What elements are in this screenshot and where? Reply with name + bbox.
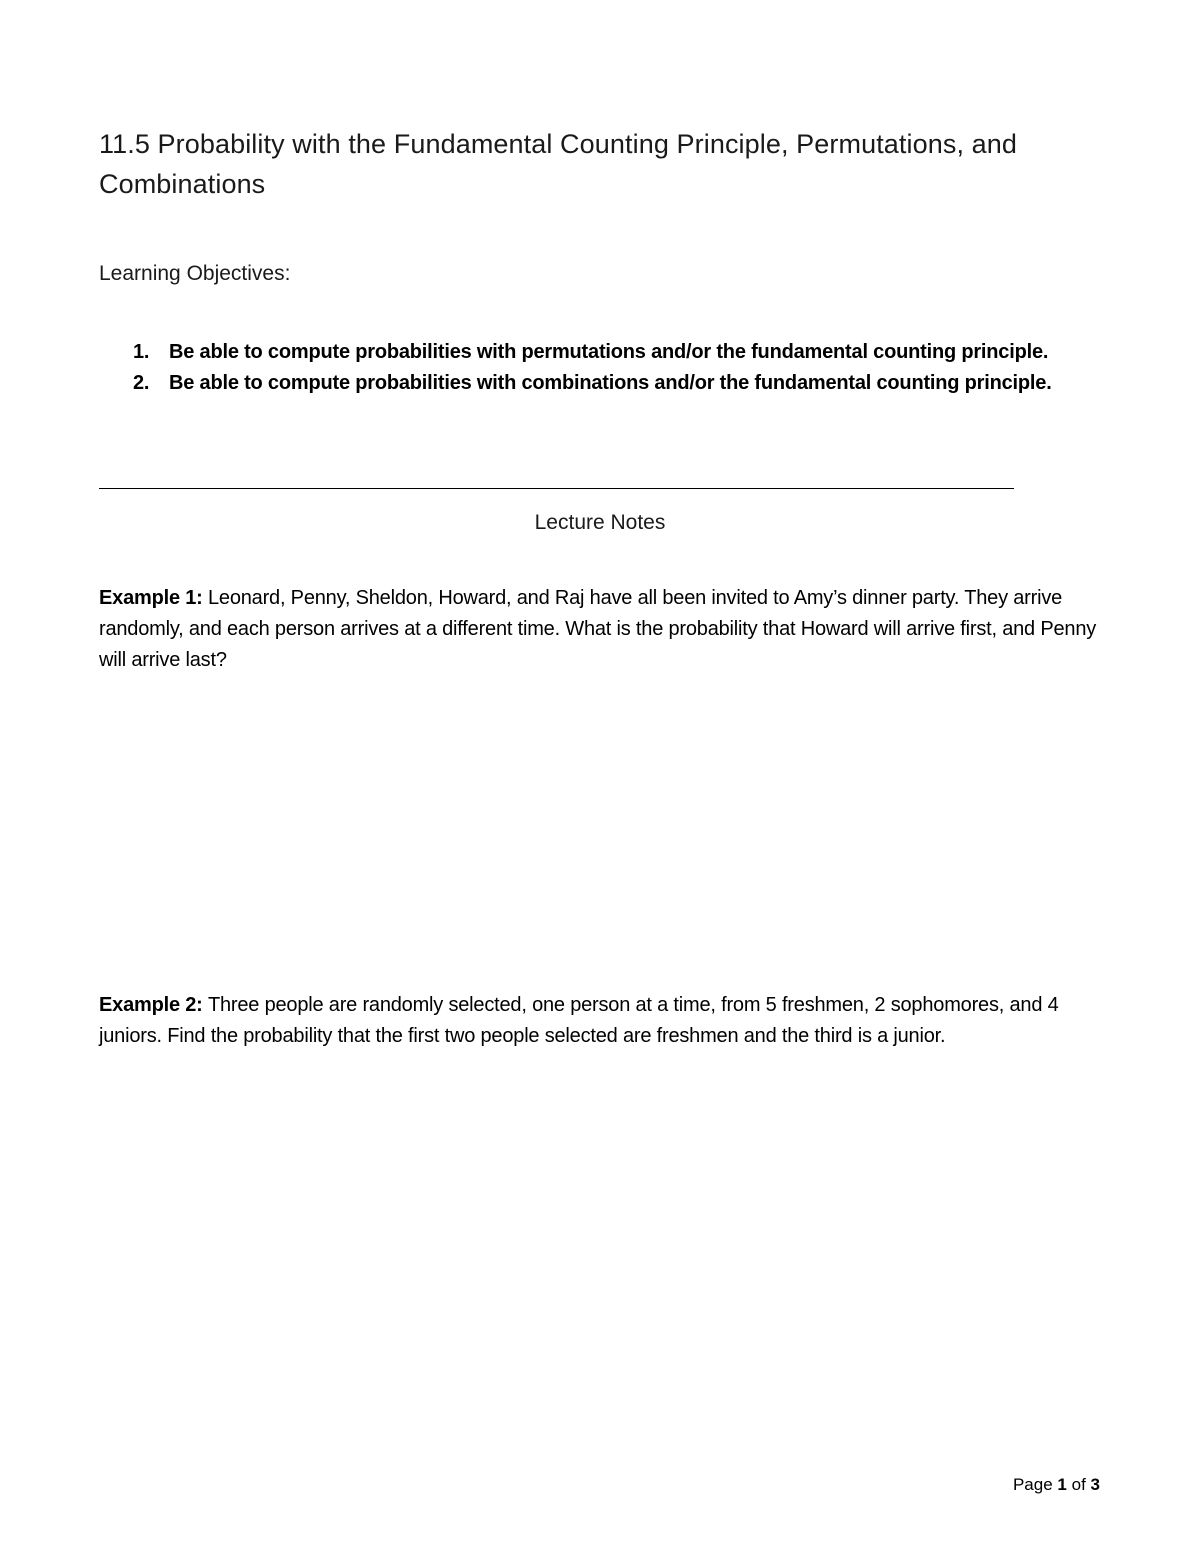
objective-text: Be able to compute probabilities with combinations and/or the fundamental counting principle. (169, 372, 1052, 394)
objectives-list (99, 337, 1052, 399)
example-2 (99, 990, 1109, 1052)
of-word: of (1071, 1475, 1086, 1494)
example-label: Example 2: (99, 994, 208, 1016)
objective-number: 1. (133, 341, 150, 363)
example-label: Example 1: (99, 587, 208, 609)
objective-text: Be able to compute probabilities with permutations and/or the fundamental counting principle. (169, 341, 1049, 363)
example-1 (99, 583, 1109, 676)
example-text: Three people are randomly selected, one person at a time, from 5 freshmen, 2 sophomores, and 4 juniors. Find the probability that the first two people selected are freshmen and the third is a junior. (99, 994, 1059, 1047)
section-heading: Lecture Notes (534, 511, 666, 534)
page-number: 1 (1057, 1475, 1067, 1494)
horizontal-divider (99, 488, 1014, 489)
page-word: Page (1012, 1475, 1053, 1494)
page-total: 3 (1090, 1475, 1100, 1494)
document-title: 11.5 Probability with the Fundamental Counting Principle, Permutations, and Combinations (99, 129, 1018, 199)
objective-number: 2. (133, 372, 150, 394)
example-text: Leonard, Penny, Sheldon, Howard, and Raj have all been invited to Amy’s dinner party. They arrive randomly, and each person arrives at a different time. What is the probability that Howard will arrive first, and Penny will arrive last? (99, 587, 1097, 671)
objective-item (99, 337, 1052, 368)
page-footer (1013, 1473, 1100, 1497)
objective-item (99, 368, 1052, 399)
objectives-heading: Learning Objectives: (99, 262, 291, 285)
